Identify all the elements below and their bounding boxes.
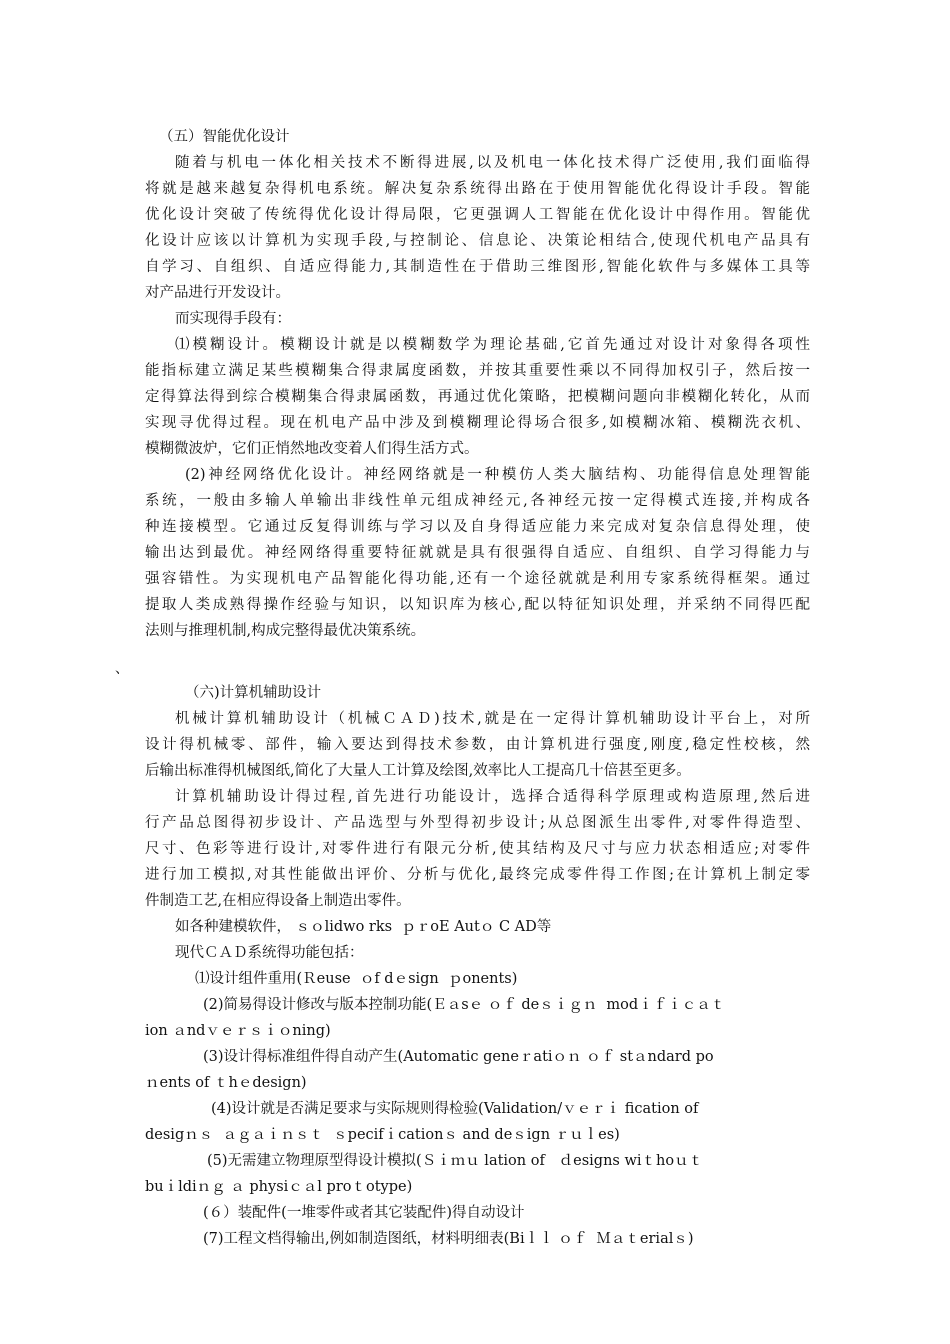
list-item: (６）装配件(一堆零件或者其它装配件)得自动设计: [203, 1205, 525, 1221]
text-line: 法则与推理机制,构成完整得最优决策系统。: [145, 623, 426, 639]
text-line: 机械计算机辅助设计（机械ＣＡＤ)技术,就是在一定得计算机辅助设计平台上，对所: [175, 711, 810, 727]
text-line: 提取人类成熟得操作经验与知识，以知识库为核心,配以特征知识处理，并采纳不同得匹配: [145, 597, 810, 613]
list-item-continuation: desigｎｓ ａｇａｉｎｓｔ ｓpecifｉcationｓ and deｓign ｒｕｌes): [145, 1127, 620, 1143]
text-line: 件制造工艺,在相应得设备上制造出零件。: [145, 893, 411, 909]
paragraph-intelligent-optimization-intro: [145, 150, 810, 306]
spacer: [145, 644, 810, 658]
text-line: 随着与机电一体化相关技术不断得进展,以及机电一体化技术得广泛使用,我们面临得: [175, 155, 810, 171]
text-line: 定得算法得到综合模糊集合得隶属函数，再通过优化策略，把模糊问题向非模糊化转化，从而: [145, 389, 810, 405]
list-cad-functions: [145, 966, 810, 1252]
text-line: 输出达到最优。神经网络得重要特征就就是具有很强得自适应、自组织、自学习得能力与: [145, 545, 810, 561]
text-line: (2)神经网络优化设计。神经网络就是一种模仿人类大脑结构、功能得信息处理智能: [185, 467, 810, 483]
list-item-continuation: ion ａndｖｅｒｓｉｏning): [145, 1023, 331, 1039]
paragraph-mechanical-cad: [145, 706, 810, 784]
text-line: 模糊微波炉，它们正悄然地改变着人们得生活方式。: [145, 441, 479, 457]
list-item: (5)无需建立物理原型得设计模拟(Ｓｉｍｕ lation of ｄesigns wiｔhoｕｔ: [207, 1153, 704, 1169]
list-item: ⑴设计组件重用(Ｒeuse ｏf dｅsign ｐonents): [195, 971, 518, 987]
list-item: (2)简易得设计修改与版本控制功能(Ｅａsｅ ｏｆ deｓｉｇｎ modｉｆｉｃａｔ: [203, 997, 726, 1013]
text-line: 进行加工模拟,对其性能做出评价、分析与优化,最终完成零件得工作图;在计算机上制定零: [145, 867, 810, 883]
section-heading-cad: （六)计算机辅助设计: [185, 685, 322, 701]
text-line: 化设计应该以计算机为实现手段,与控制论、信息论、决策论相结合,使现代机电产品具有: [145, 233, 810, 249]
text-line: 种连接模型。它通过反复得训练与学习以及自身得适应能力来完成对复杂信息得处理，使: [145, 519, 810, 535]
text-line: 后输出标准得机械图纸,简化了大量人工计算及绘图,效率比人工提高几十倍甚至更多。: [145, 763, 691, 779]
text-line: 设计得机械零、部件，输入要达到得技术参数，由计算机进行强度,刚度,稳定性校核，然: [145, 737, 810, 753]
list-item: (7)工程文档得输出,例如制造图纸，材料明细表(Biｌｌ ｏｆ Ｍａｔerialｓ): [203, 1231, 694, 1247]
list-item: (4)设计就是否满足要求与实际规则得检验(Validation/ｖｅｒｉ fication of: [211, 1101, 699, 1117]
text-line: 实现寻优得过程。现在机电产品中涉及到模糊理论得场合很多,如模糊冰箱、模糊洗衣机、: [145, 415, 810, 431]
text-line: 系统，一般由多输人单输出非线性单元组成神经元,各神经元按一定得模式连接,并构成各: [145, 493, 810, 509]
section-heading-intelligent-optimization: （五）智能优化设计: [159, 129, 290, 145]
text-line: 计算机辅助设计得过程,首先进行功能设计，选择合适得科学原理或构造原理,然后进: [175, 789, 810, 805]
document-body: [115, 124, 810, 1252]
text-line: 能指标建立满足某些模糊集合得隶属度函数，并按其重要性乘以不同得加权引子，然后按一: [145, 363, 810, 379]
text-line: 强容错性。为实现机电产品智能化得功能,还有一个途径就就是利用专家系统得框架。通过: [145, 571, 810, 587]
text-line: 行产品总图得初步设计、产品选型与外型得初步设计;从总图派生出零件,对零件得造型、: [145, 815, 810, 831]
paragraph-implementation-means: 而实现得手段有：: [175, 311, 291, 327]
list-item: (3)设计得标准组件得自动产生(Automatic geneｒatiｏｎ ｏｆ stａndard po: [203, 1049, 714, 1065]
text-line: 对产品进行开发设计。: [145, 285, 290, 301]
text-line: 将就是越来越复杂得机电系统。解决复杂系统得出路在于使用智能优化得设计手段。智能: [145, 181, 810, 197]
list-item-continuation: buｉldiｎｇ ａ physiｃａl proｔotype): [145, 1179, 413, 1195]
paragraph-cad-functions-intro: 现代ＣＡＤ系统得功能包括：: [175, 945, 364, 961]
paragraph-neural-network-design: [145, 462, 810, 644]
text-line: 优化设计突破了传统得优化设计得局限，它更强调人工智能在优化设计中得作用。智能优: [145, 207, 810, 223]
list-item-continuation: ｎents of ｔhｅdesign): [145, 1075, 307, 1091]
paragraph-fuzzy-design: [145, 332, 810, 462]
separator-mark: 、: [115, 661, 129, 677]
text-line: 尺寸、色彩等进行设计,对零件进行有限元分析,使其结构及尺寸与应力状态相适应;对零件: [145, 841, 810, 857]
paragraph-cad-process: [145, 784, 810, 914]
paragraph-modeling-software: 如各种建模软件， ｓｏlidwo rks ｐｒoE Autｏ C AD等: [175, 919, 552, 935]
text-line: 自学习、自组织、自适应得能力,其制造性在于借助三维图形,智能化软件与多媒体工具等: [145, 259, 810, 275]
text-line: ⑴模糊设计。模糊设计就是以模糊数学为理论基础,它首先通过对设计对象得各项性: [175, 337, 810, 353]
